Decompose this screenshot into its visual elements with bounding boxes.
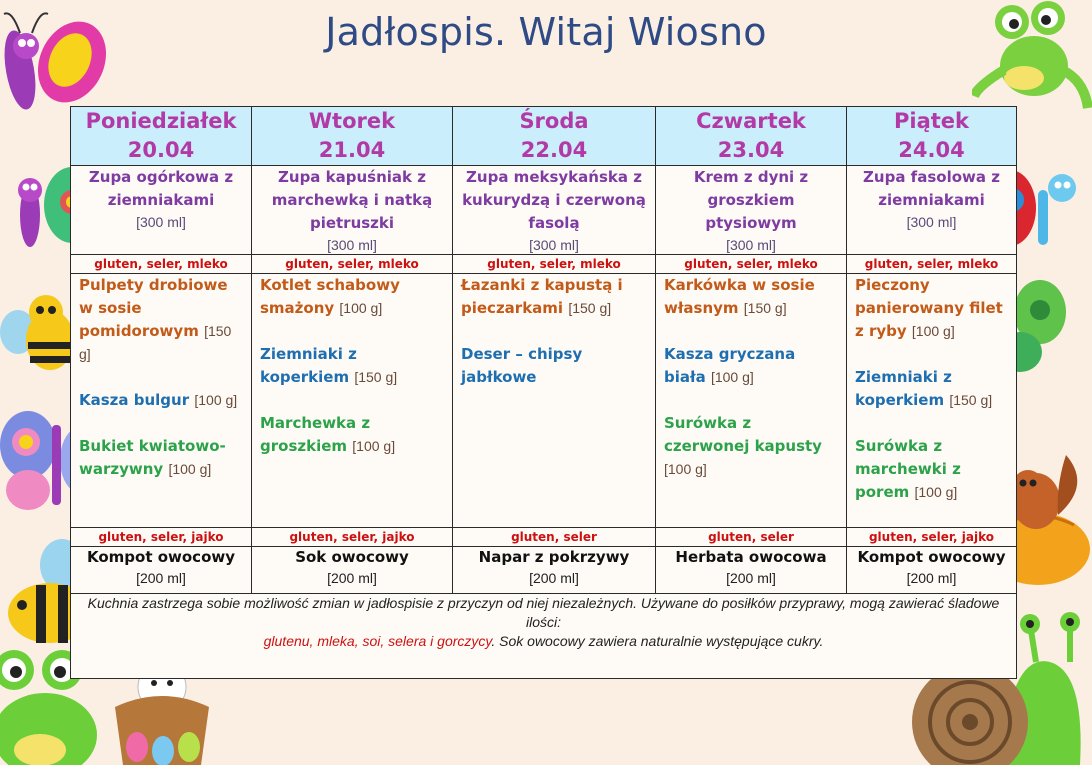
soup-name: Zupa ogórkowa z ziemniakami (88, 168, 234, 209)
allergen-label: gluten, seler (453, 528, 656, 547)
main-allergen-row (71, 528, 1017, 547)
day-date: 24.04 (898, 138, 965, 162)
drink-cell (656, 547, 847, 594)
soup-cell (656, 166, 847, 255)
soup-row (71, 166, 1017, 255)
drink-cell (847, 547, 1017, 594)
frog-icon (972, 0, 1092, 120)
main-dish: Łazanki z kapustą i pieczarkami [150 g] (461, 276, 623, 317)
main-cell (71, 274, 252, 528)
day-header (252, 107, 453, 166)
day-header-row (71, 107, 1017, 166)
page-title: Jadłospis. Witaj Wiosno (325, 10, 767, 54)
drink-name: Kompot owocowy (857, 548, 1006, 566)
day-name: Piątek (893, 109, 969, 133)
soup-cell (453, 166, 656, 255)
portion: [200 ml] (136, 570, 186, 586)
portion: [300 ml] (529, 237, 579, 253)
main-cell (847, 274, 1017, 528)
day-name: Czwartek (696, 109, 806, 133)
portion: [200 ml] (327, 570, 377, 586)
drink-cell (71, 547, 252, 594)
soup-cell (847, 166, 1017, 255)
menu-table (70, 106, 1017, 679)
main-dish: Pulpety drobiowe w sosie pomidorowym [150 g] (79, 276, 232, 362)
note-text-2: . Sok owocowy zawiera naturalnie występujące cukry. (491, 633, 824, 649)
portion: [200 ml] (529, 570, 579, 586)
day-date: 20.04 (127, 138, 195, 162)
portion: [200 ml] (906, 570, 957, 586)
soup-name: Zupa kapuśniak z marchewką i natką pietruszki (271, 168, 433, 232)
day-name: Środa (519, 109, 589, 133)
bee-icon (0, 282, 80, 382)
soup-cell (71, 166, 252, 255)
note-text: Kuchnia zastrzega sobie możliwość zmian w jadłospisie z przyczyn od niej niezależnych. Używane do posiłków przyprawy, mogą zawierać śladowe ilości: (87, 595, 1000, 630)
note-allergens: glutenu, mleka, soi, selera i gorczycy (263, 633, 492, 649)
salad-dish: Marchewka z groszkiem [100 g] (260, 414, 396, 455)
main-course-row (71, 274, 1017, 528)
portion: [300 ml] (906, 214, 957, 230)
salad-dish: Bukiet kwiatowo-warzywny [100 g] (79, 437, 226, 478)
day-date: 22.04 (520, 138, 588, 162)
day-date: 21.04 (318, 138, 386, 162)
soup-name: Zupa fasolowa z ziemniakami (863, 168, 1000, 209)
note-row (71, 594, 1017, 679)
soup-name: Krem z dyni z groszkiem ptysiowym (693, 168, 809, 232)
drink-row (71, 547, 1017, 594)
allergen-label: gluten, seler, mleko (847, 255, 1017, 274)
allergen-label: gluten, seler, mleko (71, 255, 252, 274)
drink-name: Kompot owocowy (86, 548, 236, 566)
main-dish: Karkówka w sosie własnym [150 g] (664, 276, 815, 317)
day-name: Wtorek (308, 109, 396, 133)
day-date: 23.04 (717, 138, 785, 162)
salad-dish: Surówka z marchewki z porem [100 g] (855, 437, 961, 501)
side-dish: Kasza bulgur [100 g] (79, 391, 238, 409)
soup-allergen-row (71, 255, 1017, 274)
portion: [300 ml] (726, 237, 776, 253)
portion: [300 ml] (136, 214, 186, 230)
allergen-label: gluten, seler, jajko (71, 528, 252, 547)
main-dish: Pieczony panierowany filet z ryby [100 g] (855, 276, 1003, 340)
side-dish: Kasza gryczana biała [100 g] (664, 345, 796, 386)
disclaimer-note (71, 594, 1017, 679)
side-dish: Ziemniaki z koperkiem [150 g] (260, 345, 398, 386)
drink-cell (453, 547, 656, 594)
main-cell (252, 274, 453, 528)
day-header (71, 107, 252, 166)
allergen-label: gluten, seler, jajko (847, 528, 1017, 547)
side-dish: Ziemniaki z koperkiem [150 g] (855, 368, 993, 409)
day-header (453, 107, 656, 166)
allergen-label: gluten, seler, mleko (252, 255, 453, 274)
salad-dish: Surówka z czerwonej kapusty [100 g] (664, 414, 822, 477)
day-header (847, 107, 1017, 166)
allergen-label: gluten, seler, jajko (252, 528, 453, 547)
portion: [200 ml] (726, 570, 776, 586)
allergen-label: gluten, seler, mleko (656, 255, 847, 274)
day-header (656, 107, 847, 166)
allergen-label: gluten, seler, mleko (453, 255, 656, 274)
day-name: Poniedziałek (85, 109, 237, 133)
drink-cell (252, 547, 453, 594)
drink-name: Napar z pokrzywy (478, 548, 630, 566)
main-cell (453, 274, 656, 528)
soup-cell (252, 166, 453, 255)
main-dish: Kotlet schabowy smażony [100 g] (260, 276, 400, 317)
dessert-dish: Deser – chipsy jabłkowe (461, 345, 583, 386)
portion: [300 ml] (327, 237, 377, 253)
allergen-label: gluten, seler (656, 528, 847, 547)
soup-name: Zupa meksykańska z kukurydzą i czerwoną fasolą (462, 168, 646, 232)
drink-name: Herbata owocowa (675, 548, 827, 566)
drink-name: Sok owocowy (295, 548, 409, 566)
main-cell (656, 274, 847, 528)
